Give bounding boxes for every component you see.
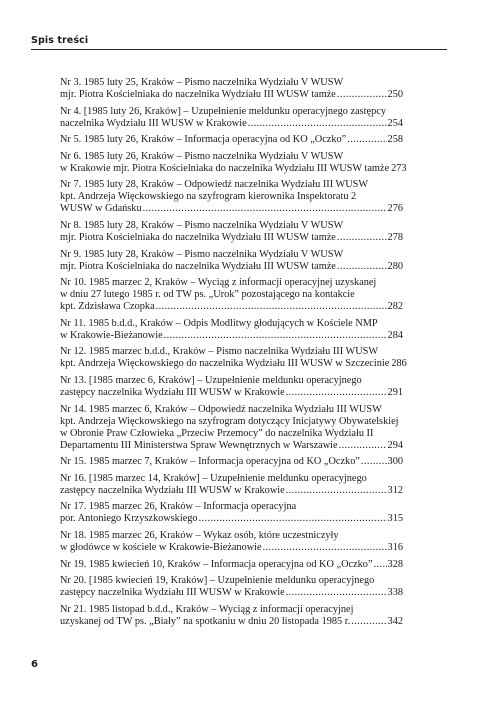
toc-page-number: 284 <box>387 329 403 341</box>
dot-leader <box>164 330 387 342</box>
toc-entry-last-line <box>60 232 403 244</box>
toc-entry-line: Nr 17. 1985 marzec 26, Kraków – Informacja operacyjna <box>60 501 297 513</box>
toc-entry-last-line <box>60 542 403 554</box>
toc-entry-last-line <box>60 440 403 452</box>
toc-entry <box>60 375 403 399</box>
dot-leader <box>199 513 387 525</box>
toc-entry-line: zastępcy naczelnika Wydziału III WUSW w Krakowie <box>60 386 285 398</box>
toc-entry <box>60 501 403 525</box>
toc-entry <box>60 106 403 130</box>
toc-entry-last-line <box>60 616 403 628</box>
toc-entry-line: mjr. Piotra Kościelniaka do naczelnika Wydziału III WUSW tamże <box>60 231 336 243</box>
toc-entry-line: por. Antoniego Krzyszkowskiego <box>60 513 198 525</box>
toc-page-number: 282 <box>387 301 403 313</box>
toc-entry-line: Nr 4. [1985 luty 26, Kraków] – Uzupełnienie meldunku operacyjnego zastępcy <box>60 105 386 117</box>
toc-page-number: 276 <box>387 203 403 215</box>
toc-page-number: 342 <box>387 615 403 627</box>
toc-page-number: 294 <box>387 439 403 451</box>
toc-entry <box>60 77 403 101</box>
dot-leader <box>361 456 387 468</box>
toc-entry <box>60 150 407 175</box>
toc-entry-line: uzyskanej od TW ps. „Biały” na spotkaniu w dniu 20 listopada 1985 r. <box>60 615 351 627</box>
toc-entry-line: mjr. Piotra Kościelniaka do naczelnika Wydziału III WUSW tamże <box>60 260 336 272</box>
toc-entry <box>60 575 403 599</box>
toc-entry-last-line <box>60 134 403 146</box>
toc-entry <box>60 134 403 146</box>
toc-entry-last-line <box>60 513 403 525</box>
toc-page-number: 250 <box>387 89 403 100</box>
toc-entry-line: w dniu 27 lutego 1985 r. od TW ps. „Urok” pozostającego na kontakcie <box>60 289 355 301</box>
dot-leader <box>248 118 387 130</box>
toc-page-number: 286 <box>391 358 407 370</box>
toc-entry-last-line <box>60 118 403 130</box>
toc-entry <box>60 220 403 244</box>
toc-page-number: 280 <box>387 260 403 272</box>
toc-page-number: 338 <box>387 587 403 599</box>
toc-page-number: 258 <box>387 134 403 146</box>
toc-entry <box>60 456 403 468</box>
toc-entry-line: Nr 10. 1985 marzec 2, Kraków – Wyciąg z informacji operacyjnej uzyskanej <box>60 277 377 289</box>
toc-page-number: 315 <box>387 513 403 525</box>
toc-entry-last-line <box>60 330 403 342</box>
toc-entry-line: Nr 20. [1985 kwiecień 19, Kraków] – Uzupełnienie meldunku operacyjnego <box>60 575 375 587</box>
toc-entry <box>60 249 403 273</box>
toc-entry-line: Nr 5. 1985 luty 26, Kraków – Informacja operacyjna od KO „Oczko” <box>60 134 347 146</box>
toc-entry-line: kpt. Andrzeja Więckowskiego na szyfrogram dotyczący Inicjatywy Obywatelskiej <box>60 415 399 427</box>
dot-leader <box>143 203 387 215</box>
toc-entry-line: Nr 21. 1985 listopad b.d.d., Kraków – Wyciąg z informacji operacyjnej <box>60 603 354 615</box>
toc-entry <box>60 318 403 342</box>
dot-leader <box>156 301 387 313</box>
toc-entry-last-line <box>60 261 403 273</box>
toc-page-number: 328 <box>387 558 403 570</box>
dot-leader <box>286 387 387 399</box>
dot-leader <box>337 89 387 101</box>
dot-leader <box>286 587 387 599</box>
toc-entry-line: w głodówce w kościele w Krakowie-Bieżanowie <box>60 541 262 553</box>
toc-entry-line: w Krakowie-Bieżanowie <box>60 329 163 341</box>
toc-entry-line: w Obronie Praw Człowieka „Przeciw Przemocy” do naczelnika Wydziału II <box>60 427 374 439</box>
toc-entry <box>60 404 403 452</box>
dot-leader <box>337 232 387 244</box>
toc-entry-line: WUSW w Gdańsku <box>60 203 142 215</box>
toc-entry-line: Departamentu III Ministerstwa Spraw Wewnętrznych w Warszawie <box>60 439 338 451</box>
dot-leader <box>337 261 387 273</box>
toc-page-number: 278 <box>387 231 403 243</box>
toc-entry <box>60 530 403 554</box>
running-head: Spis treści <box>31 35 89 46</box>
toc-entry-line: kpt. Andrzeja Więckowskiego na szyfrogram kierownika Inspektoratu 2 <box>60 191 357 203</box>
toc-entry <box>60 346 407 370</box>
toc-entry-last-line <box>60 387 403 399</box>
toc-entry-last-line <box>60 162 407 175</box>
toc-entry <box>60 604 403 628</box>
toc-entry-line: kpt. Zdzisława Czopka <box>60 301 155 313</box>
toc-entry-line: Nr 16. [1985 marzec 14, Kraków] – Uzupełnienie meldunku operacyjnego <box>60 472 367 484</box>
toc-entry-line: Nr 15. 1985 marzec 7, Kraków – Informacja operacyjna od KO „Oczko” <box>60 456 360 468</box>
header-rule <box>31 49 447 50</box>
toc-entry <box>60 559 403 571</box>
toc-entry <box>60 473 403 497</box>
dot-leader <box>339 440 387 452</box>
toc-entry-line: Nr 8. 1985 luty 28, Kraków – Pismo naczelnika Wydziału V WUSW <box>60 219 344 231</box>
toc-entry-line: zastępcy naczelnika Wydziału III WUSW w Krakowie <box>60 484 285 496</box>
toc-entry-line: Nr 6. 1985 luty 26, Kraków – Pismo naczelnika Wydziału V WUSW <box>60 150 344 162</box>
toc-page-number: 254 <box>387 117 403 129</box>
toc-entry-line: w Krakowie mjr. Piotra Kościelniaka do naczelnika Wydziału III WUSW tamże <box>60 162 390 174</box>
table-of-contents <box>60 77 407 628</box>
toc-page-number: 273 <box>391 162 407 174</box>
toc-entry-line: Nr 9. 1985 luty 28, Kraków – Pismo naczelnika Wydziału V WUSW <box>60 248 344 260</box>
toc-entry-last-line <box>60 301 403 313</box>
toc-entry-line: naczelnika Wydziału III WUSW w Krakowie <box>60 117 247 129</box>
dot-leader <box>347 134 386 146</box>
toc-entry-line: Nr 18. 1985 marzec 26, Kraków – Wykaz osób, które uczestniczyły <box>60 529 339 541</box>
toc-entry-line: mjr. Piotra Kościelniaka do naczelnika Wydziału III WUSW tamże <box>60 89 336 100</box>
toc-entry <box>60 277 403 313</box>
toc-entry-last-line <box>60 587 403 599</box>
toc-entry <box>60 179 403 215</box>
dot-leader <box>263 542 387 554</box>
toc-entry-last-line <box>60 456 403 468</box>
toc-entry-line: Nr 11. 1985 b.d.d., Kraków – Odpis Modlitwy głodujących w Kościele NMP <box>60 317 378 329</box>
toc-entry-line: Nr 12. 1985 marzec b.d.d., Kraków – Pismo naczelnika Wydziału III WUSW <box>60 346 379 358</box>
toc-entry-last-line <box>60 485 403 497</box>
dot-leader <box>374 559 387 571</box>
toc-page-number: 300 <box>387 456 403 468</box>
dot-leader <box>286 485 387 497</box>
toc-entry-line: zastępcy naczelnika Wydziału III WUSW w Krakowie <box>60 587 285 599</box>
toc-entry-last-line <box>60 559 403 571</box>
toc-entry-last-line <box>60 89 403 101</box>
toc-entry-last-line <box>60 358 407 370</box>
toc-entry-line: kpt. Andrzeja Więckowskiego do naczelnika Wydziału III WUSW w Szczecinie <box>60 358 390 370</box>
toc-entry-last-line <box>60 203 403 215</box>
toc-entry-line: Nr 14. 1985 marzec 6, Kraków – Odpowiedź naczelnika Wydziału III WUSW <box>60 403 382 415</box>
toc-page-number: 291 <box>387 386 403 398</box>
toc-page-number: 312 <box>387 484 403 496</box>
page-number: 6 <box>31 659 38 670</box>
dot-leader <box>351 616 386 628</box>
toc-entry-line: Nr 19. 1985 kwiecień 10, Kraków – Informacja operacyjna od KO „Oczko” <box>60 558 373 570</box>
toc-entry-line: Nr 7. 1985 luty 28, Kraków – Odpowiedź naczelnika Wydziału III WUSW <box>60 179 369 191</box>
toc-entry-line: Nr 3. 1985 luty 25, Kraków – Pismo naczelnika Wydziału V WUSW <box>60 77 344 88</box>
toc-page-number: 316 <box>387 541 403 553</box>
toc-entry-line: Nr 13. [1985 marzec 6, Kraków] – Uzupełnienie meldunku operacyjnego <box>60 374 362 386</box>
